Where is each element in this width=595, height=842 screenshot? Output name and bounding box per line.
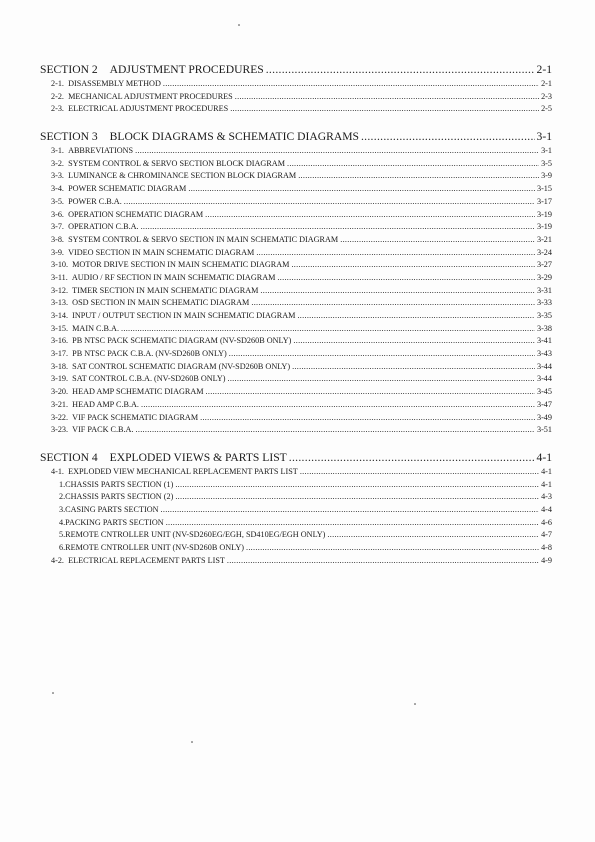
toc-entry-title xyxy=(59,479,173,492)
toc-entry-title xyxy=(51,335,291,348)
toc-entry-page-number: 4-1 xyxy=(541,466,552,476)
toc-entry-text: AUDIO / RF SECTION IN MAIN SCHEMATIC DIAGRAM xyxy=(71,272,276,282)
toc-entry xyxy=(40,386,552,399)
toc-entry-text: POWER SCHEMATIC DIAGRAM xyxy=(68,184,187,194)
toc-entry-title xyxy=(51,285,258,298)
toc-entry xyxy=(40,158,552,171)
toc-entry-text: SYSTEM CONTROL & SERVO SECTION IN MAIN SCHEMATIC DIAGRAM xyxy=(68,234,339,244)
toc-entry-number: 3-12. xyxy=(51,285,69,295)
toc-entry-number: 3-15. xyxy=(51,323,69,333)
toc-entry-number: 3-4. xyxy=(51,184,64,194)
section-heading xyxy=(40,61,552,78)
toc-entry-text: MOTOR DRIVE SECTION IN MAIN SCHEMATIC DIAGRAM xyxy=(72,260,290,270)
toc-entry xyxy=(40,323,552,336)
toc-entry-number: 3-6. xyxy=(51,209,64,219)
dot-leader xyxy=(300,466,539,479)
toc-entry-page-number: 3-17 xyxy=(536,196,552,206)
toc-entry xyxy=(40,221,552,234)
toc-entry-text: ELECTRICAL REPLACEMENT PARTS LIST xyxy=(68,555,225,565)
toc-entry-page-number: 3-24 xyxy=(536,247,552,257)
toc-entry-title xyxy=(51,348,227,361)
toc-entry-title xyxy=(51,145,133,158)
toc-entry-number: 4-2. xyxy=(51,555,64,565)
toc-entry-text: OPERATION C.B.A. xyxy=(68,222,139,232)
toc-entry xyxy=(40,466,552,479)
dot-leader xyxy=(235,91,539,104)
toc-entry-title xyxy=(51,272,275,285)
toc-entry-number: 3-10. xyxy=(51,260,69,270)
toc-entry-text: CHASSIS PARTS SECTION (1) xyxy=(65,479,174,489)
toc-entry xyxy=(40,297,552,310)
toc-entry-page-number: 3-45 xyxy=(536,387,552,397)
toc-section-2 xyxy=(40,61,552,116)
toc-entry xyxy=(40,491,552,504)
toc-entry-number: 4. xyxy=(59,517,66,527)
toc-entry-number: 2. xyxy=(59,492,66,502)
toc-entry-page-number: 3-33 xyxy=(536,298,552,308)
dot-leader xyxy=(141,221,535,234)
toc-entry-page-number: 3-9 xyxy=(541,171,552,181)
toc-entry-page-number: 3-41 xyxy=(536,336,552,346)
section-label: SECTION 4 xyxy=(40,450,98,464)
toc-entry-number: 3-11. xyxy=(51,272,68,282)
toc-entry-page-number: 3-19 xyxy=(536,222,552,232)
dot-leader xyxy=(229,348,535,361)
toc-entry-number: 3-17. xyxy=(51,349,69,359)
toc-entry xyxy=(40,145,552,158)
toc-entry-title xyxy=(51,91,233,104)
dot-leader xyxy=(188,183,535,196)
toc-entry-title xyxy=(51,466,298,479)
toc-entry-page-number: 3-15 xyxy=(536,184,552,194)
toc-entry-text: HEAD AMP C.B.A. xyxy=(72,399,139,409)
toc-entry-number: 3-1. xyxy=(51,146,64,156)
toc-entry xyxy=(40,412,552,425)
toc-entry-text: SAT CONTROL SCHEMATIC DIAGRAM (NV-SD260B ONLY) xyxy=(72,361,291,371)
toc-entry-text: LUMINANCE & CHROMINANCE SECTION BLOCK DIAGRAM xyxy=(68,171,297,181)
toc-entry-number: 4-1. xyxy=(51,466,64,476)
toc-entry-title xyxy=(51,412,198,425)
dot-leader xyxy=(227,373,535,386)
scan-speck xyxy=(414,703,416,705)
toc-entry-text: SYSTEM CONTROL & SERVO SECTION BLOCK DIAGRAM xyxy=(68,158,285,168)
toc-entry-number: 1. xyxy=(59,479,66,489)
toc-entry-page-number: 3-44 xyxy=(536,361,552,371)
toc-entry-number: 3-3. xyxy=(51,171,64,181)
dot-leader xyxy=(246,542,539,555)
toc-entry-page-number: 4-6 xyxy=(541,517,552,527)
toc-entry xyxy=(40,348,552,361)
toc-entry xyxy=(40,517,552,530)
toc-entry-title xyxy=(51,209,203,222)
dot-leader xyxy=(175,491,539,504)
toc-entry-page-number: 3-47 xyxy=(536,399,552,409)
toc-entry-page-number: 3-21 xyxy=(536,234,552,244)
toc-entry-title xyxy=(51,103,228,116)
toc-entry xyxy=(40,504,552,517)
dot-leader xyxy=(277,272,535,285)
toc-entry-number: 3-13. xyxy=(51,298,69,308)
toc-entry-page-number: 3-44 xyxy=(536,374,552,384)
section-title: BLOCK DIAGRAMS & SCHEMATIC DIAGRAMS xyxy=(109,130,359,144)
toc-entry-title xyxy=(51,196,122,209)
toc-entry-title xyxy=(51,234,338,247)
dot-leader xyxy=(205,209,535,222)
toc-entry-title xyxy=(51,399,139,412)
toc-entry-number: 3-22. xyxy=(51,412,69,422)
section-title: ADJUSTMENT PROCEDURES xyxy=(109,63,264,76)
toc-entry xyxy=(40,479,552,492)
toc-entry-text: REMOTE CNTROLLER UNIT (NV-SD260B ONLY) xyxy=(65,543,244,552)
toc-entry-number: 3-2. xyxy=(51,158,64,168)
scan-speck xyxy=(52,692,54,694)
toc-entry xyxy=(40,310,552,323)
toc-entry-text: VIF PACK SCHEMATIC DIAGRAM xyxy=(72,412,199,422)
toc-entry-number: 3-18. xyxy=(51,361,69,371)
toc-entry-title xyxy=(51,247,254,260)
toc-entry xyxy=(40,196,552,209)
toc-entry-page-number: 2-1 xyxy=(541,79,552,88)
toc-entry-page-number: 3-19 xyxy=(536,209,552,219)
dot-leader xyxy=(251,297,535,310)
toc-entry-text: PB NTSC PACK C.B.A. (NV-SD260B ONLY) xyxy=(72,349,227,359)
dot-leader xyxy=(124,196,535,209)
toc-entry-number: 3-16. xyxy=(51,336,69,346)
dot-leader xyxy=(293,335,535,348)
toc-entry xyxy=(40,91,552,104)
dot-leader xyxy=(298,170,539,183)
toc-entry xyxy=(40,78,552,91)
toc-entry-text: PB NTSC PACK SCHEMATIC DIAGRAM (NV-SD260B ONLY) xyxy=(72,336,292,346)
section-label: SECTION 2 xyxy=(40,63,98,76)
dot-leader xyxy=(287,158,539,171)
toc-entry-title xyxy=(51,259,289,272)
toc-entry xyxy=(40,424,552,437)
toc-entry-page-number: 3-49 xyxy=(536,412,552,422)
toc-entry-number: 3-5. xyxy=(51,196,64,206)
toc-entry-number: 3-14. xyxy=(51,311,69,320)
toc-entry-text: CASING PARTS SECTION xyxy=(65,504,159,514)
toc-entry xyxy=(40,209,552,222)
dot-leader xyxy=(166,517,539,530)
toc-entry-text: OSD SECTION IN MAIN SCHEMATIC DIAGRAM xyxy=(72,298,250,308)
toc-entry-title xyxy=(51,221,139,234)
toc-entry xyxy=(40,542,552,555)
dot-leader xyxy=(297,310,535,323)
toc-entry xyxy=(40,285,552,298)
toc-entry-page-number: 3-43 xyxy=(536,349,552,359)
dot-leader xyxy=(292,361,535,374)
toc-entry-number: 2-1. xyxy=(51,79,64,88)
toc-entry-text: TIMER SECTION IN MAIN SCHEMATIC DIAGRAM xyxy=(72,285,259,295)
toc-entry-number: 3-19. xyxy=(51,374,69,384)
toc-entry-text: VIF PACK C.B.A. xyxy=(72,425,134,435)
toc-entry-title xyxy=(51,386,204,399)
dot-leader xyxy=(163,78,539,91)
scan-speck xyxy=(238,24,240,26)
toc-entry-text: ELECTRICAL ADJUSTMENT PROCEDURES xyxy=(68,104,229,114)
toc-entry xyxy=(40,373,552,386)
toc-entry-text: REMOTE CNTROLLER UNIT (NV-SD260EG/EGH, SD410EG/EGH ONLY) xyxy=(65,530,326,540)
toc-entry xyxy=(40,529,552,542)
toc-entry-number: 3-23. xyxy=(51,425,69,435)
dot-leader xyxy=(327,529,539,542)
toc-entry-page-number: 3-35 xyxy=(536,311,552,320)
toc-entry-number: 5. xyxy=(59,530,66,540)
toc-entry-page-number: 3-51 xyxy=(536,425,552,435)
dot-leader xyxy=(121,323,535,336)
toc-entry-text: VIDEO SECTION IN MAIN SCHEMATIC DIAGRAM xyxy=(68,247,255,257)
toc-entry-title xyxy=(59,542,244,555)
toc-entry-page-number: 4-1 xyxy=(541,479,552,489)
toc-entry-page-number: 3-38 xyxy=(536,323,552,333)
toc-entry-title xyxy=(51,424,134,437)
dot-leader xyxy=(289,449,535,466)
dot-leader xyxy=(206,386,535,399)
toc-entry-title xyxy=(51,555,225,568)
toc-entry-number: 3-9. xyxy=(51,247,64,257)
dot-leader xyxy=(340,234,535,247)
dot-leader xyxy=(266,61,535,78)
toc-entry-text: ABBREVIATIONS xyxy=(68,146,134,156)
section-page-number: 2-1 xyxy=(536,63,552,76)
toc-entry-title xyxy=(59,504,159,517)
toc-entry xyxy=(40,183,552,196)
toc-entry xyxy=(40,272,552,285)
toc-entry-title xyxy=(59,491,173,504)
toc-entry-number: 3. xyxy=(59,504,66,514)
section-page-number: 4-1 xyxy=(536,450,552,464)
scan-speck xyxy=(191,741,193,743)
toc-entry-text: CHASSIS PARTS SECTION (2) xyxy=(65,492,174,502)
dot-leader xyxy=(227,555,539,568)
toc-entry-title xyxy=(59,529,325,542)
toc-entry-number: 2-2. xyxy=(51,91,64,101)
toc-entry-page-number: 4-4 xyxy=(541,504,552,514)
toc-entry-page-number: 3-5 xyxy=(541,158,552,168)
toc-entry-page-number: 4-7 xyxy=(541,530,552,540)
toc-entry-text: MECHANICAL ADJUSTMENT PROCEDURES xyxy=(68,91,233,101)
section-heading xyxy=(40,128,552,145)
toc-entry-number: 3-8. xyxy=(51,234,64,244)
toc-entry-title xyxy=(51,310,295,323)
dot-leader xyxy=(200,412,535,425)
toc-entry-page-number: 4-9 xyxy=(541,555,552,565)
toc-entry-page-number: 4-8 xyxy=(541,543,552,552)
section-label: SECTION 3 xyxy=(40,130,98,144)
toc-entry-page-number: 3-1 xyxy=(541,146,552,156)
toc-entry-number: 6. xyxy=(59,543,66,552)
toc-entry-text: INPUT / OUTPUT SECTION IN MAIN SCHEMATIC DIAGRAM xyxy=(72,311,296,320)
toc-entry-text: DISASSEMBLY METHOD xyxy=(68,79,161,88)
section-page-number: 3-1 xyxy=(536,130,552,144)
toc-entry-text: POWER C.B.A. xyxy=(68,196,122,206)
dot-leader xyxy=(230,103,539,116)
toc-entry xyxy=(40,399,552,412)
toc-entry-text: MAIN C.B.A. xyxy=(72,323,120,333)
toc-entry-page-number: 2-3 xyxy=(541,91,552,101)
toc-section-3 xyxy=(40,128,552,437)
toc-entry-title xyxy=(51,373,225,386)
table-of-contents xyxy=(40,61,552,579)
toc-entry xyxy=(40,335,552,348)
dot-leader xyxy=(291,259,535,272)
toc-entry xyxy=(40,170,552,183)
section-heading xyxy=(40,449,552,466)
toc-entry-number: 3-7. xyxy=(51,222,64,232)
dot-leader xyxy=(175,479,539,492)
toc-entry-number: 2-3. xyxy=(51,104,64,114)
toc-entry xyxy=(40,247,552,260)
toc-entry-page-number: 3-31 xyxy=(536,285,552,295)
toc-entry-title xyxy=(51,297,249,310)
toc-entry-title xyxy=(51,323,119,336)
toc-entry-text: PACKING PARTS SECTION xyxy=(65,517,164,527)
toc-entry-number: 3-20. xyxy=(51,387,69,397)
toc-entry-number: 3-21. xyxy=(51,399,69,409)
toc-entry-page-number: 4-3 xyxy=(541,492,552,502)
dot-leader xyxy=(136,424,535,437)
dot-leader xyxy=(361,128,535,145)
dot-leader xyxy=(256,247,535,260)
toc-entry xyxy=(40,103,552,116)
toc-entry-title xyxy=(51,361,290,374)
dot-leader xyxy=(135,145,539,158)
toc-entry-title xyxy=(51,170,296,183)
toc-entry xyxy=(40,555,552,568)
toc-section-4 xyxy=(40,449,552,568)
toc-entry-page-number: 3-29 xyxy=(536,272,552,282)
toc-entry-page-number: 2-5 xyxy=(541,104,552,114)
toc-entry-title xyxy=(51,158,285,171)
dot-leader xyxy=(260,285,535,298)
dot-leader xyxy=(161,504,540,517)
dot-leader xyxy=(141,399,535,412)
toc-entry xyxy=(40,361,552,374)
toc-entry-text: HEAD AMP SCHEMATIC DIAGRAM xyxy=(72,387,204,397)
section-title: EXPLODED VIEWS & PARTS LIST xyxy=(109,450,287,464)
toc-entry xyxy=(40,234,552,247)
toc-entry-page-number: 3-27 xyxy=(536,260,552,270)
toc-entry-text: SAT CONTROL C.B.A. (NV-SD260B ONLY) xyxy=(72,374,226,384)
toc-entry-text: EXPLODED VIEW MECHANICAL REPLACEMENT PARTS LIST xyxy=(68,466,298,476)
toc-entry-title xyxy=(59,517,164,530)
toc-entry-title xyxy=(51,78,161,91)
toc-entry-title xyxy=(51,183,186,196)
toc-entry-text: OPERATION SCHEMATIC DIAGRAM xyxy=(68,209,204,219)
toc-entry xyxy=(40,259,552,272)
